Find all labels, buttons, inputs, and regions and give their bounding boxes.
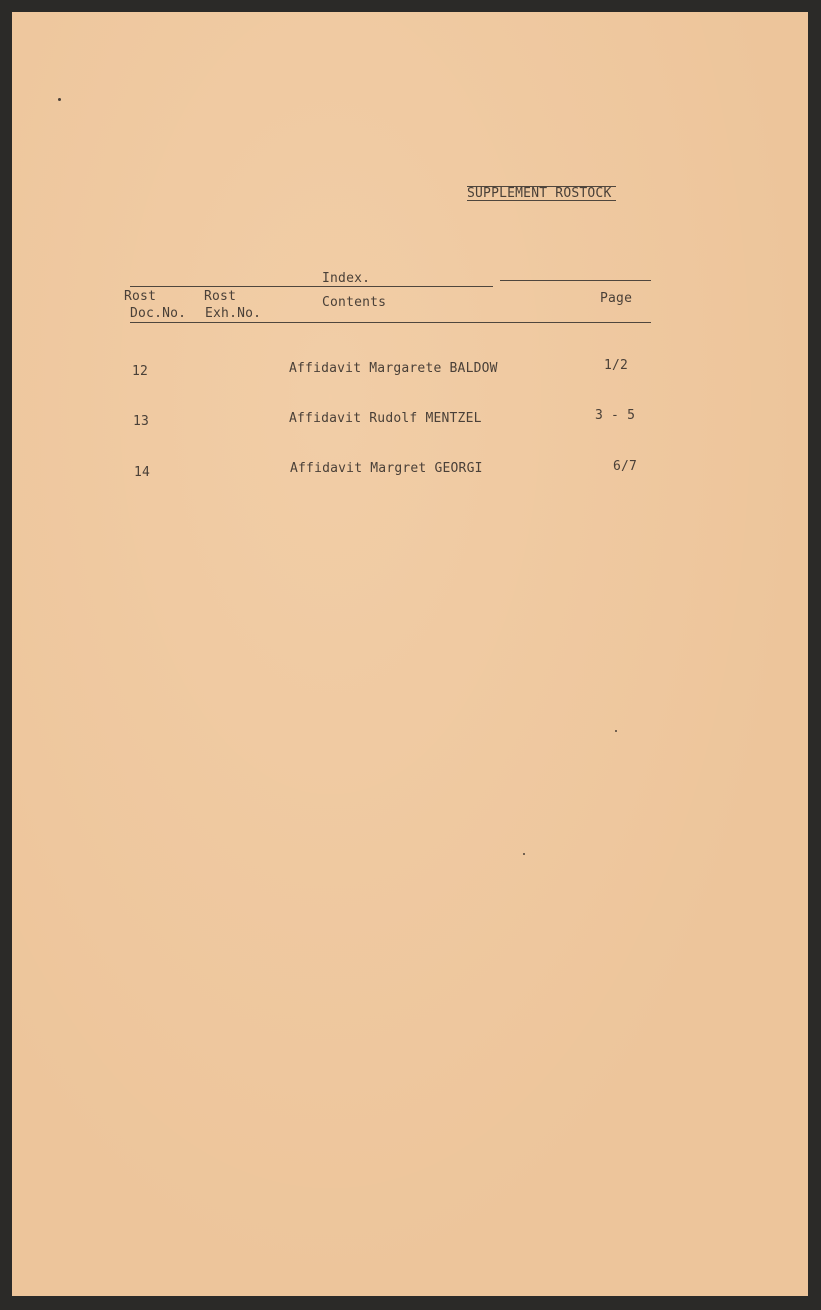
row-doc-no: 13 xyxy=(133,414,150,429)
row-contents: Affidavit Rudolf MENTZEL xyxy=(289,411,482,426)
ink-speck xyxy=(615,730,617,732)
title-underline xyxy=(467,200,616,201)
row-doc-no: 12 xyxy=(132,364,149,379)
index-title: Index. xyxy=(322,271,371,286)
column-header-page: Page xyxy=(600,291,633,306)
document-page xyxy=(12,12,808,1296)
row-page: 6/7 xyxy=(613,459,638,474)
row-page: 3 - 5 xyxy=(595,408,636,423)
index-top-rule-right xyxy=(500,280,651,281)
column-header-doc-line1: Rost xyxy=(124,289,157,304)
row-contents: Affidavit Margret GEORGI xyxy=(290,461,483,476)
column-header-exh-line2: Exh.No. xyxy=(205,306,262,321)
column-header-exh-line1: Rost xyxy=(204,289,237,304)
row-page: 1/2 xyxy=(604,358,629,373)
column-header-contents: Contents xyxy=(322,295,387,310)
column-header-doc-line2: Doc.No. xyxy=(130,306,187,321)
row-contents: Affidavit Margarete BALDOW xyxy=(289,361,498,376)
ink-speck xyxy=(58,98,61,101)
ink-speck xyxy=(523,853,525,855)
header-bottom-rule xyxy=(130,322,651,323)
row-doc-no: 14 xyxy=(134,465,151,480)
supplement-title: SUPPLEMENT ROSTOCK xyxy=(467,186,612,201)
index-top-rule-left xyxy=(130,286,493,287)
